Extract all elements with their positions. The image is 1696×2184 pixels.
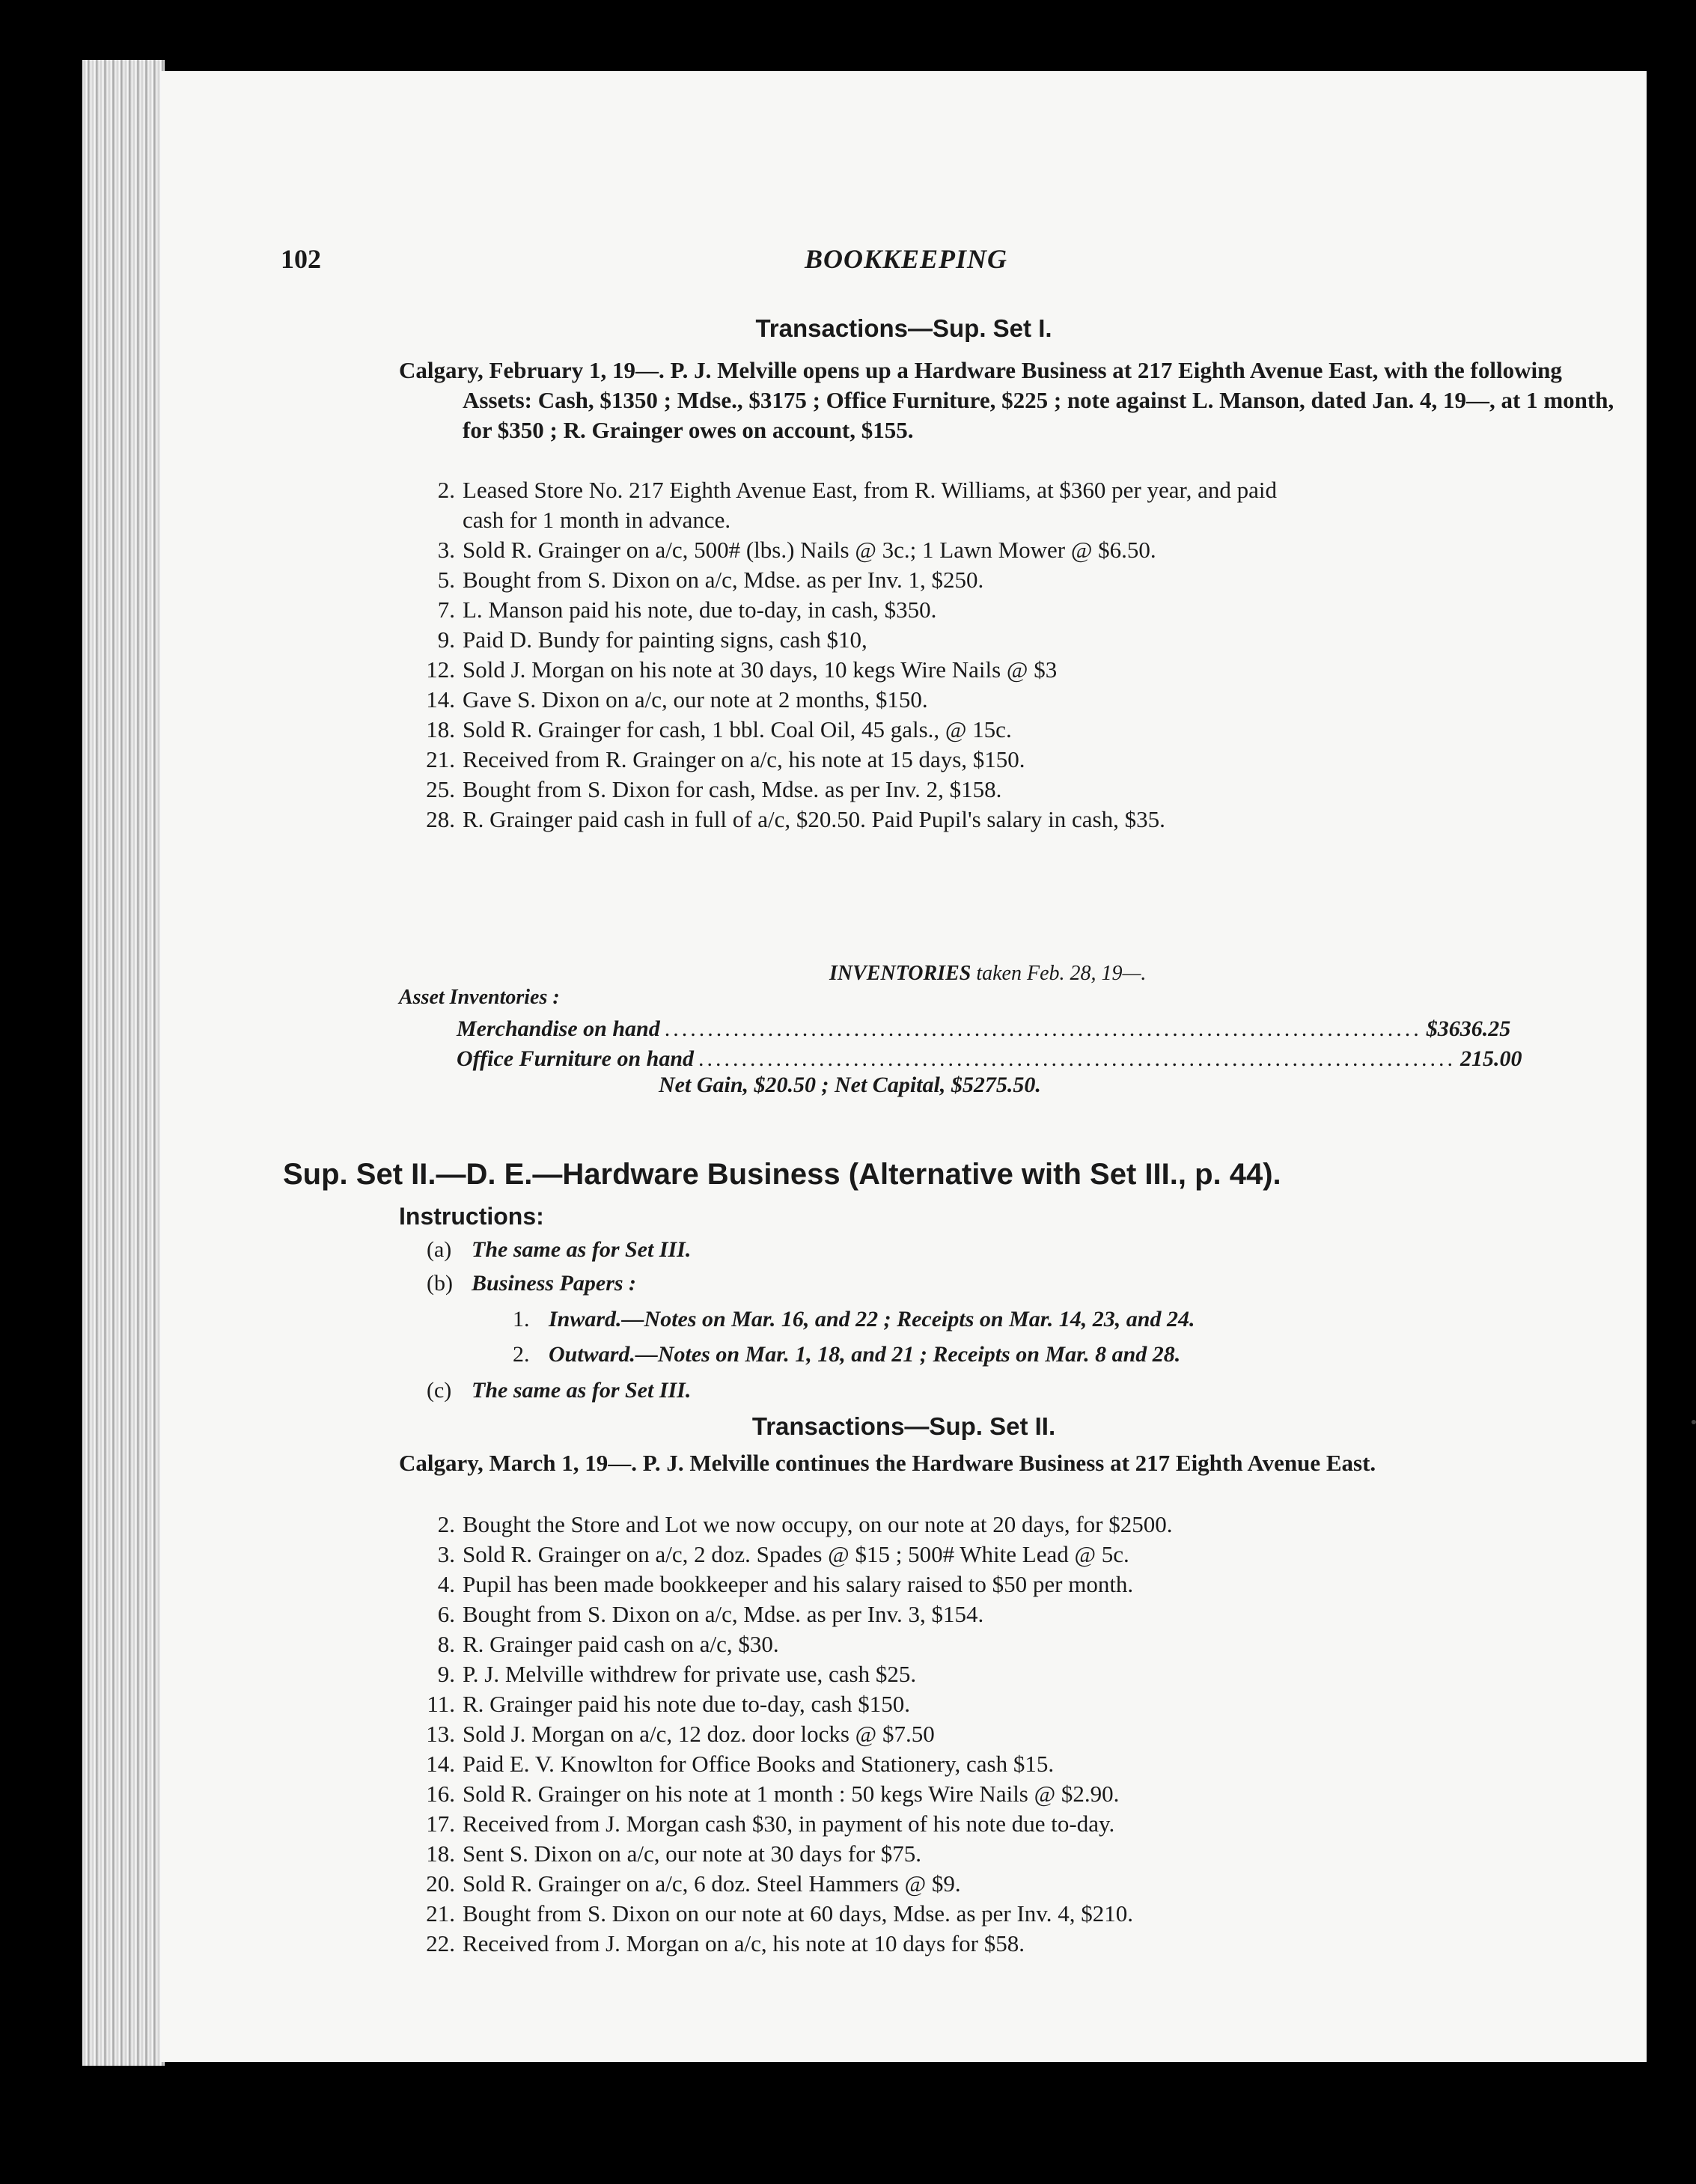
instruction-item: (b) Business Papers : (427, 1271, 637, 1296)
list-item: 17. Received from J. Morgan cash $30, in payment of his note due to-day. (426, 1811, 1115, 1837)
list-item: 18. Sent S. Dixon on a/c, our note at 30 days for $75. (426, 1840, 922, 1867)
instruction-subitem: 1. Inward.—Notes on Mar. 16, and 22 ; Receipts on Mar. 14, 23, and 24. (513, 1307, 1195, 1332)
list-item: 3. Sold R. Grainger on a/c, 2 doz. Spades @ $15 ; 500# White Lead @ 5c. (437, 1541, 1129, 1567)
list-item: 21. Bought from S. Dixon on our note at 60 days, Mdse. as per Inv. 4, $210. (426, 1900, 1134, 1927)
set2-opening: Calgary, March 1, 19—. P. J. Melville continues the Hardware Business at 217 Eighth Avenue East. (399, 1450, 1376, 1476)
list-item: cash for 1 month in advance. (463, 507, 731, 533)
list-item: 14. Gave S. Dixon on a/c, our note at 2 months, $150. (426, 686, 928, 713)
list-item: 12. Sold J. Morgan on his note at 30 days, 10 kegs Wire Nails @ $3 (426, 656, 1058, 683)
asset-inventories-label: Asset Inventories : (399, 986, 560, 1009)
set1-heading: Transactions—Sup. Set I. (755, 314, 1052, 342)
page-number: 102 (281, 244, 321, 274)
list-item: 4. Pupil has been made bookkeeper and his salary raised to $50 per month. (437, 1571, 1134, 1597)
list-item: 9. P. J. Melville withdrew for private use, cash $25. (437, 1661, 917, 1687)
inventory-row: Merchandise on hand ........................................................................................ $3636.25 (457, 1014, 1332, 1044)
instruction-item: (a) The same as for Set III. (427, 1237, 692, 1262)
list-item: 25. Bought from S. Dixon for cash, Mdse. as per Inv. 2, $158. (426, 776, 1002, 802)
net-gain-line: Net Gain, $20.50 ; Net Capital, $5275.50. (659, 1073, 1041, 1097)
list-item: 18. Sold R. Grainger for cash, 1 bbl. Coal Oil, 45 gals., @ 15c. (426, 716, 1012, 742)
book-page (161, 71, 1647, 2062)
set1-opening: Calgary, February 1, 19—. P. J. Melville opens up a Hardware Business at 217 Eighth Avenue East, with the following Assets: Cash, $1350 ; Mdse., $3175 ; Office Furniture, $225 ; note against L. Manson, dated Jan. 4, 19—, at 1 month, for $350 ; R. Grainger owes on account, $155. (399, 357, 1614, 443)
instruction-item: (c) The same as for Set III. (427, 1378, 692, 1403)
list-item: 8. R. Grainger paid cash on a/c, $30. (437, 1631, 779, 1657)
list-item: 6. Bought from S. Dixon on a/c, Mdse. as per Inv. 3, $154. (437, 1601, 984, 1627)
instruction-subitem: 2. Outward.—Notes on Mar. 1, 18, and 21 ; Receipts on Mar. 8 and 28. (513, 1342, 1181, 1367)
set1-entries (399, 475, 1634, 835)
book-edge (82, 60, 165, 2066)
leader-dots: ........................................................................................ (698, 1046, 1456, 1071)
list-item: 28. R. Grainger paid cash in full of a/c, $20.50. Paid Pupil's salary in cash, $35. (426, 806, 1165, 832)
running-title: BOOKKEEPING (805, 244, 1008, 274)
inventories-heading: INVENTORIES taken Feb. 28, 19—. (829, 962, 1147, 985)
list-item: 2. Bought the Store and Lot we now occupy, on our note at 20 days, for $2500. (437, 1511, 1173, 1537)
instructions-label: Instructions: (399, 1203, 544, 1230)
list-item: 5. Bought from S. Dixon on a/c, Mdse. as per Inv. 1, $250. (437, 567, 984, 593)
list-item: 11. R. Grainger paid his note due to-day, cash $150. (427, 1691, 911, 1717)
list-item: 22. Received from J. Morgan on a/c, his note at 10 days for $58. (426, 1930, 1025, 1956)
list-item: 14. Paid E. V. Knowlton for Office Books and Stationery, cash $15. (426, 1751, 1055, 1777)
leader-dots: ........................................................................................ (664, 1016, 1422, 1041)
list-item: 16. Sold R. Grainger on his note at 1 month : 50 kegs Wire Nails @ $2.90. (426, 1781, 1120, 1807)
stray-dot (1692, 1420, 1696, 1424)
list-item: 21. Received from R. Grainger on a/c, his note at 15 days, $150. (426, 746, 1025, 772)
list-item: 3. Sold R. Grainger on a/c, 500# (lbs.) Nails @ 3c.; 1 Lawn Mower @ $6.50. (437, 537, 1156, 563)
set2-title: Sup. Set II.—D. E.—Hardware Business (Alternative with Set III., p. 44). (283, 1158, 1281, 1191)
set2-heading: Transactions—Sup. Set II. (751, 1412, 1056, 1440)
set2-entries (399, 1510, 1634, 1959)
list-item: 9. Paid D. Bundy for painting signs, cash $10, (437, 626, 867, 653)
list-item: 20. Sold R. Grainger on a/c, 6 doz. Steel Hammers @ $9. (426, 1870, 961, 1897)
inventory-row: Office Furniture on hand ........................................................................................ 215.00 (457, 1044, 1332, 1074)
list-item: 7. L. Manson paid his note, due to-day, in cash, $350. (437, 597, 937, 623)
list-item: 13. Sold J. Morgan on a/c, 12 doz. door locks @ $7.50 (426, 1721, 935, 1747)
list-item: 2. Leased Store No. 217 Eighth Avenue East, from R. Williams, at $360 per year, and paid (437, 477, 1277, 503)
